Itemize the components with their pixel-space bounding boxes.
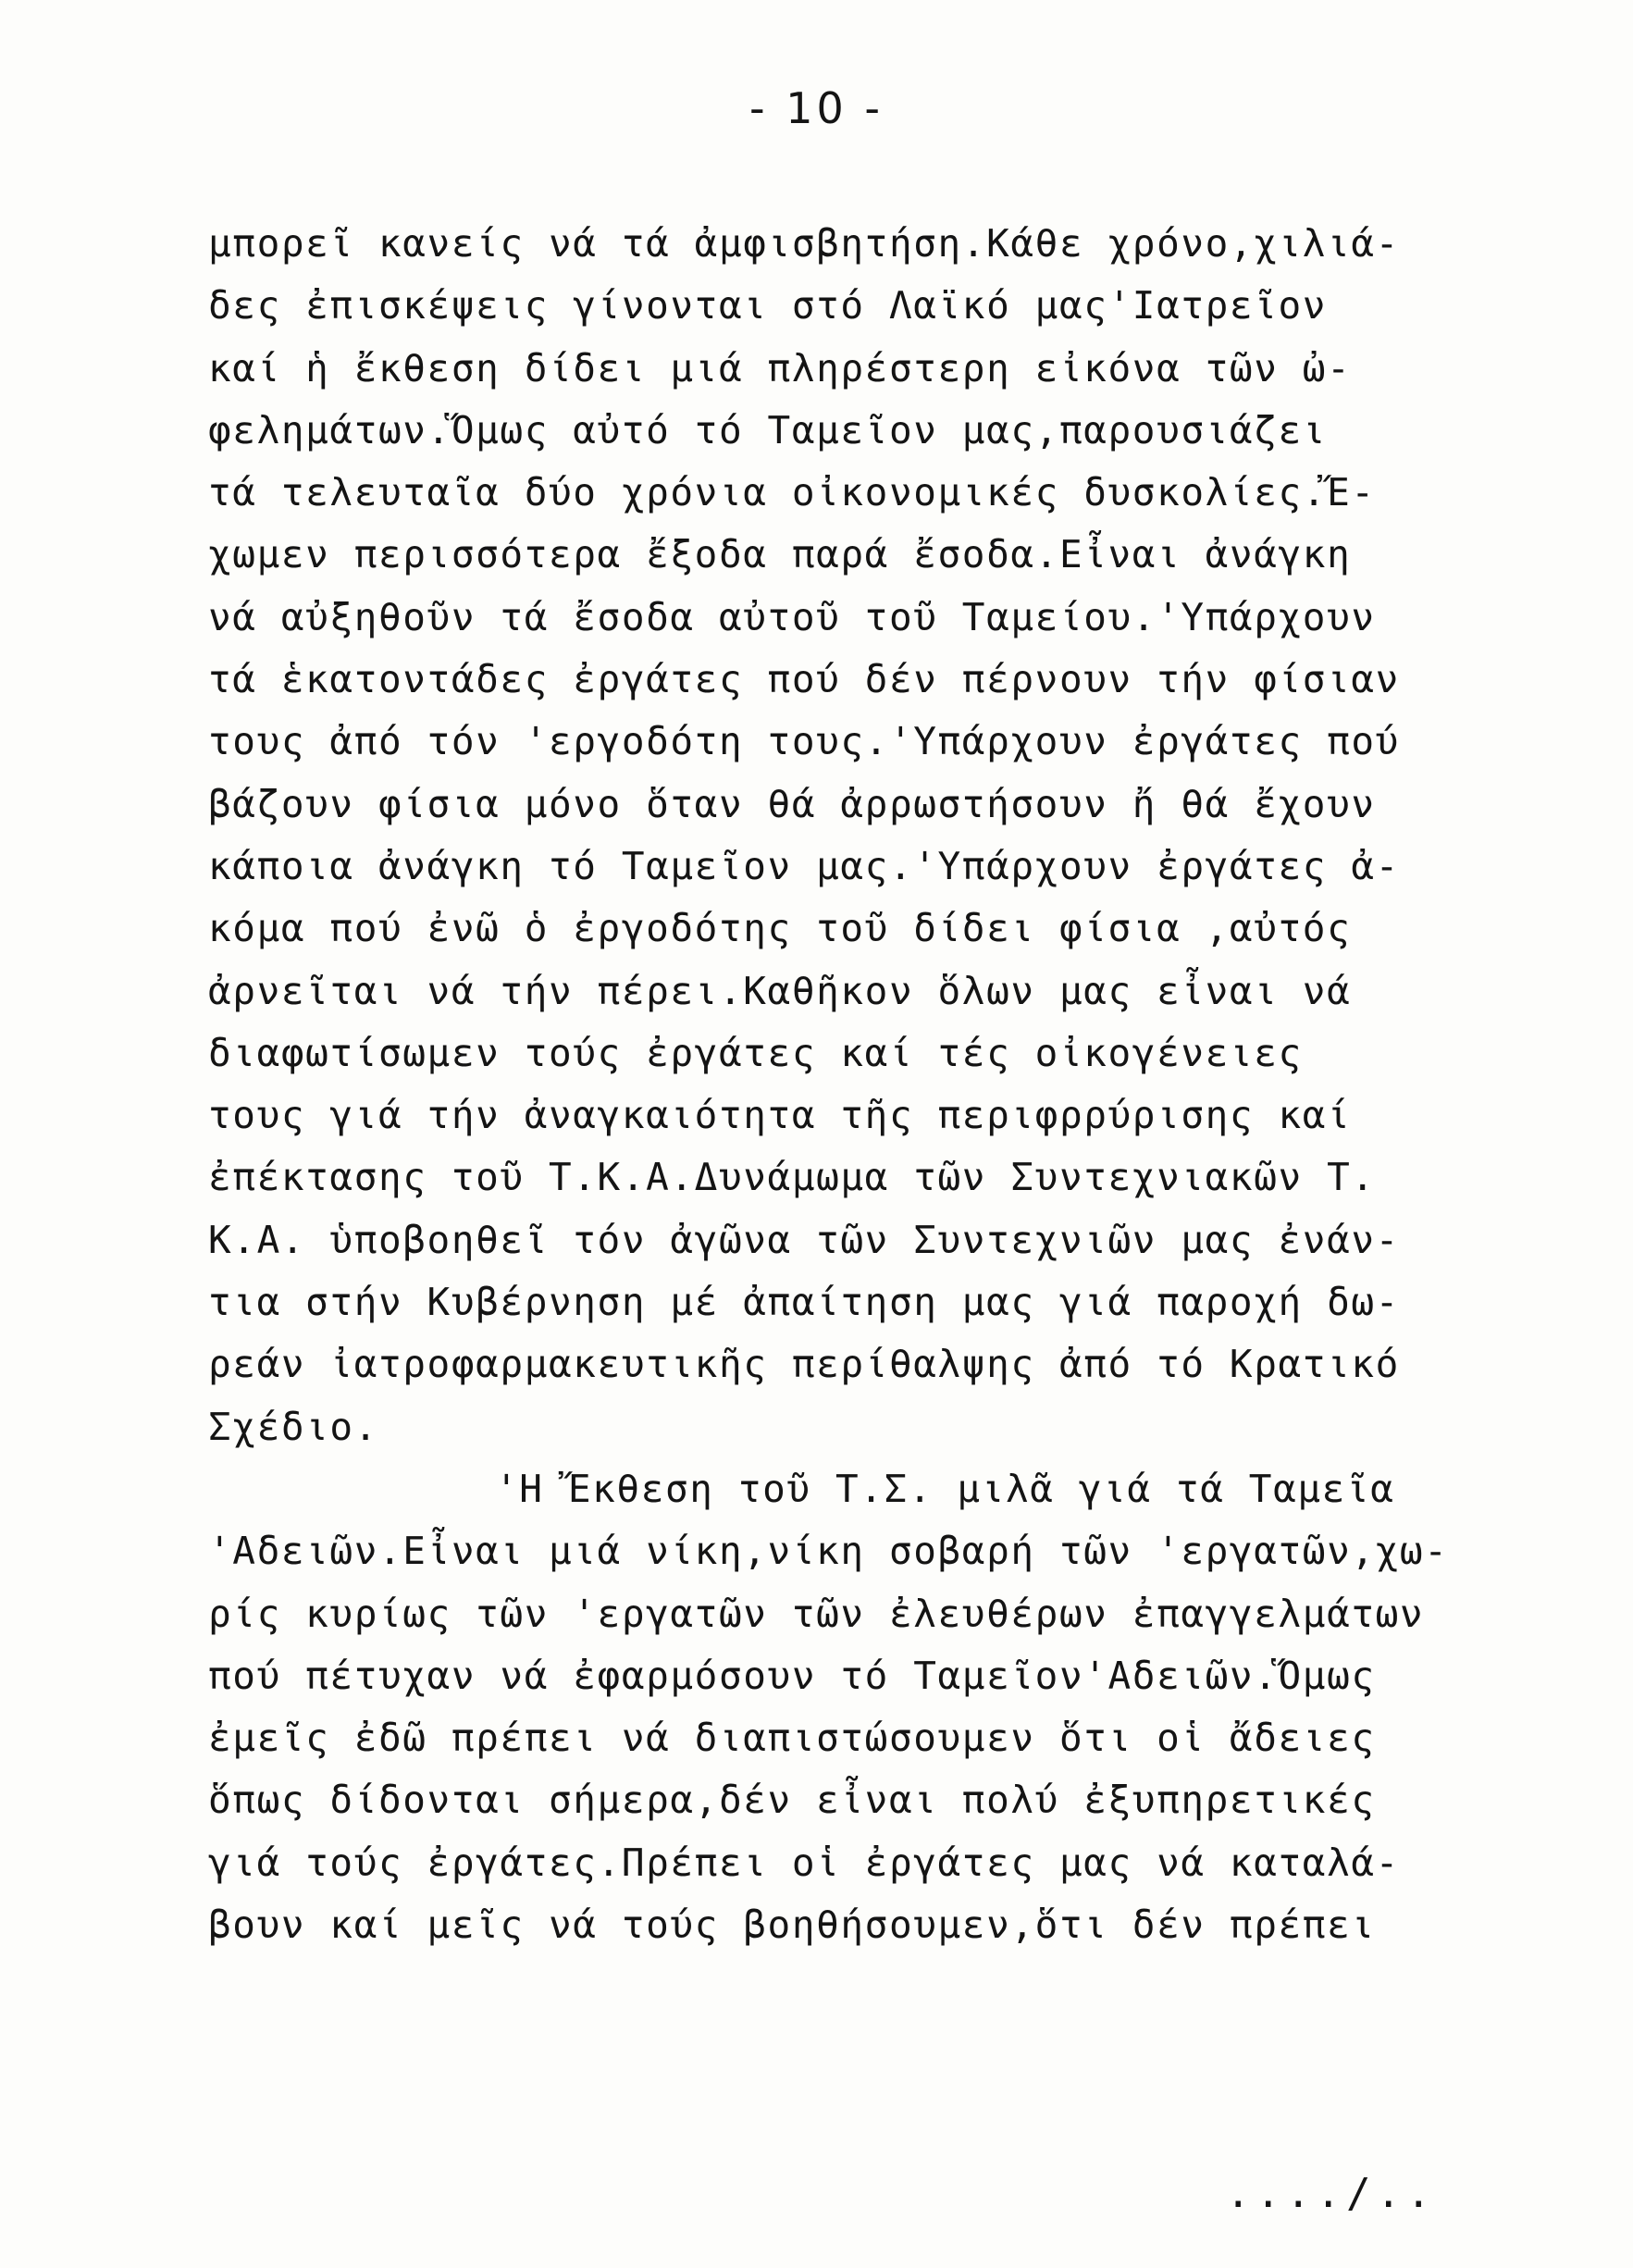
text-line: Σχέδιο. [208,1404,378,1449]
text-line: τους γιά τήν ἀναγκαιότητα τῆς περιφρρύρισης καί [208,1093,1352,1138]
text-line: διαφωτίσωμεν τούς ἐργάτες καί τές οἰκογένειες [208,1030,1303,1075]
text-line: γιά τούς ἐργάτες.Πρέπει οἱ ἐργάτες μας νά καταλά- [208,1840,1400,1885]
text-line: Κ.Α. ὑποβοηθεῖ τόν ἀγῶνα τῶν Συντεχνιῶν μας ἐνάν- [208,1217,1400,1262]
text-line: ἀρνεῖται νά τήν πέρει.Καθῆκον ὅλων μας εἶναι νά [208,968,1352,1013]
body-text [208,213,1568,1956]
text-line: κάποια ἀνάγκη τό Ταμεῖον μας.'Υπάρχουν ἐργάτες ἀ- [208,843,1400,888]
page-number: - 10 - [749,83,884,133]
text-line: πού πέτυχαν νά ἐφαρμόσουν τό Ταμεῖον'Αδειῶν.Ὅμως [208,1653,1376,1698]
text-line: κόμα πού ἐνῶ ὁ ἐργοδότης τοῦ δίδει φίσια ,αὐτός [208,906,1352,951]
text-line: 'Η Ἔκθεση τοῦ Τ.Σ. μιλᾶ γιά τά Ταμεῖα [495,1466,1395,1511]
text-line: ὅπως δίδονται σήμερα,δέν εἶναι πολύ ἐξυπηρετικές [208,1778,1376,1823]
text-line: τια στήν Κυβέρνηση μέ ἀπαίτηση μας γιά παροχή δω- [208,1280,1400,1325]
text-line: χωμεν περισσότερα ἔξοδα παρά ἔσοδα.Εἶναι ἀνάγκη [208,532,1352,577]
paragraph-2 [208,1458,1568,1956]
text-line: νά αὐξηθοῦν τά ἔσοδα αὐτοῦ τοῦ Ταμείου.'Υπάρχουν [208,594,1376,639]
text-line: μπορεῖ κανείς νά τά ἀμφισβητήση.Κάθε χρόνο,χιλιά- [208,221,1400,266]
text-line: 'Αδειῶν.Εἶναι μιά νίκη,νίκη σοβαρή τῶν 'εργατῶν,χω- [208,1529,1449,1574]
text-line: τά τελευταῖα δύο χρόνια οἰκονομικές δυσκολίες.Ἔ- [208,470,1376,515]
text-line: τά ἑκατοντάδες ἐργάτες πού δέν πέρνουν τήν φίσιαν [208,657,1400,702]
text-line: βουν καί μεῖς νά τούς βοηθήσουμεν,ὅτι δέν πρέπει [208,1902,1376,1948]
text-line: τους ἀπό τόν 'εργοδότη τους.'Υπάρχουν ἐργάτες πού [208,719,1400,764]
paragraph-1 [208,213,1568,1458]
text-line: δες ἐπισκέψεις γίνονται στό Λαϊκό μας'Ιατρεῖον [208,283,1328,328]
text-line: ρίς κυρίως τῶν 'εργατῶν τῶν ἐλευθέρων ἐπαγγελμάτων [208,1591,1425,1636]
text-line: ἐμεῖς ἐδῶ πρέπει νά διαπιστώσουμεν ὅτι οἱ ἄδειες [208,1716,1376,1761]
text-line: βάζουν φίσια μόνο ὅταν θά ἀρρωστήσουν ἤ θά ἔχουν [208,781,1376,826]
text-line: φελημάτων.Ὅμως αὐτό τό Ταμεῖον μας,παρουσιάζει [208,407,1328,452]
text-line: ρεάν ἰατροφαρμακευτικῆς περίθαλψης ἀπό τό Κρατικό [208,1342,1400,1387]
text-line: καί ἡ ἔκθεση δίδει μιά πληρέστερη εἰκόνα τῶν ὠ- [208,345,1352,390]
continuation-mark: ..../.. [1226,2170,1437,2217]
text-line: ἐπέκτασης τοῦ Τ.Κ.Α.Δυνάμωμα τῶν Συντεχνιακῶν Τ. [208,1155,1376,1200]
